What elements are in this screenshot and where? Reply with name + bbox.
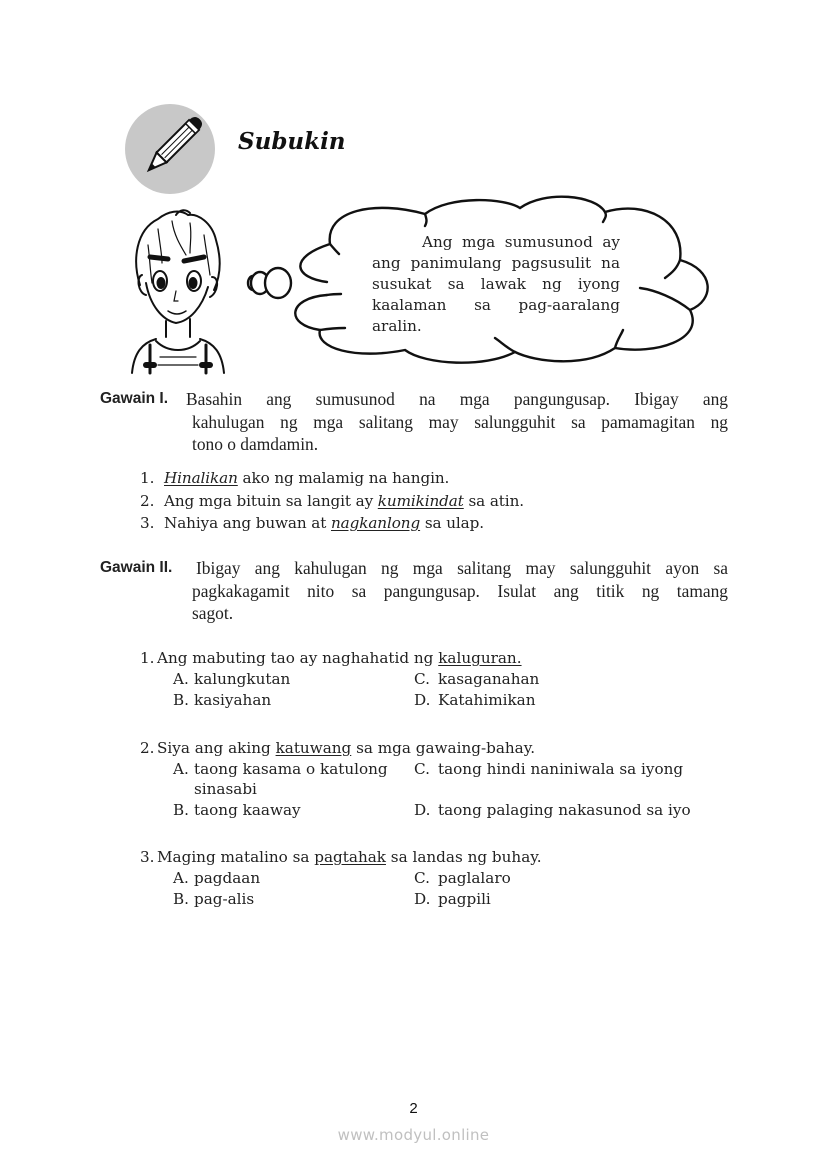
instruction-line: tono o damdamin. xyxy=(192,434,319,454)
gawain-1-label: Gawain I. xyxy=(100,390,169,407)
option-a-continued: sinasabi xyxy=(194,780,257,798)
instruction-line: sagot. xyxy=(192,603,234,623)
pencil-badge xyxy=(125,104,215,194)
underlined-word: kumikindat xyxy=(377,491,464,510)
bubble-line: ang panimulang pagsusulit na xyxy=(372,254,620,272)
option-d[interactable]: D. pagpili xyxy=(414,890,491,908)
list-item: 2. Ang mga bituin sa langit ay kumikindat sa atin. xyxy=(140,491,524,510)
thought-bubble-text xyxy=(372,232,620,337)
options-row xyxy=(140,690,740,711)
list-item: 3. Nahiya ang buwan at nagkanlong sa ulap. xyxy=(140,514,484,532)
question-text: 2. Siya ang aking katuwang sa mga gawaing-bahay. xyxy=(140,739,536,757)
option-a[interactable]: A. pagdaan xyxy=(173,869,261,887)
pencil-icon xyxy=(125,104,215,194)
watermark: www.modyul.online xyxy=(337,1126,490,1144)
options-row xyxy=(140,759,740,779)
bubble-line: Ang mga sumusunod ay xyxy=(422,233,620,251)
option-c[interactable]: C. paglalaro xyxy=(414,869,511,887)
section-title: Subukin xyxy=(238,128,346,155)
options-row xyxy=(140,779,740,800)
bubble-line: susukat sa lawak ng iyong xyxy=(372,275,620,293)
underlined-word: katuwang xyxy=(275,739,352,757)
question-2 xyxy=(140,737,740,821)
options-row xyxy=(140,889,740,910)
list-item: 1. Hinalikan ako ng malamig na hangin. xyxy=(140,469,450,487)
instruction-line: pagkakagamit nito sa pangungusap. Isulat ang titik ng tamang xyxy=(192,580,728,601)
option-d[interactable]: D. Katahimikan xyxy=(414,691,536,709)
options-row xyxy=(140,868,740,889)
option-b[interactable]: B. kasiyahan xyxy=(173,691,272,709)
options-row xyxy=(140,669,740,690)
gawain-1-instructions xyxy=(100,388,728,456)
instruction-line: kahulugan ng mga salitang may salungguhit sa pamamagitan ng xyxy=(192,411,728,432)
underlined-word: nagkanlong xyxy=(330,514,421,532)
options-row xyxy=(140,800,740,821)
question-text: 3. Maging matalino sa pagtahak sa landas ng buhay. xyxy=(140,848,542,866)
gawain-2-instructions xyxy=(100,557,728,625)
underlined-word: Hinalikan xyxy=(164,469,238,487)
bubble-line: aralin. xyxy=(372,317,422,335)
question-text: 1. Ang mabuting tao ay naghahatid ng kaluguran. xyxy=(140,649,522,667)
instruction-line: Ibigay ang kahulugan ng mga salitang may salungguhit ayon sa xyxy=(196,558,728,578)
option-c[interactable]: C. taong hindi naniniwala sa iyong xyxy=(414,760,684,778)
option-b[interactable]: B. taong kaaway xyxy=(173,801,301,819)
underlined-word: pagtahak xyxy=(314,848,386,866)
gawain-2-label: Gawain II. xyxy=(100,559,173,576)
question-3 xyxy=(140,846,740,910)
question-1 xyxy=(140,647,740,711)
option-a[interactable]: A. kalungkutan xyxy=(173,670,291,688)
underlined-word: kaluguran. xyxy=(438,649,522,667)
option-b[interactable]: B. pag-alis xyxy=(173,890,255,908)
page-number: 2 xyxy=(409,1100,418,1117)
bubble-line: kaalaman sa pag-aaralang xyxy=(372,296,620,314)
gawain-1-items xyxy=(140,467,524,535)
option-a[interactable]: A. taong kasama o katulong xyxy=(173,760,388,778)
option-c[interactable]: C. kasaganahan xyxy=(414,670,540,688)
boy-character-illustration xyxy=(128,205,228,375)
instruction-line: Basahin ang sumusunod na mga pangungusap. Ibigay ang xyxy=(186,389,728,409)
boy-character-icon xyxy=(128,205,228,375)
option-d[interactable]: D. taong palaging nakasunod sa iyo xyxy=(414,801,691,819)
